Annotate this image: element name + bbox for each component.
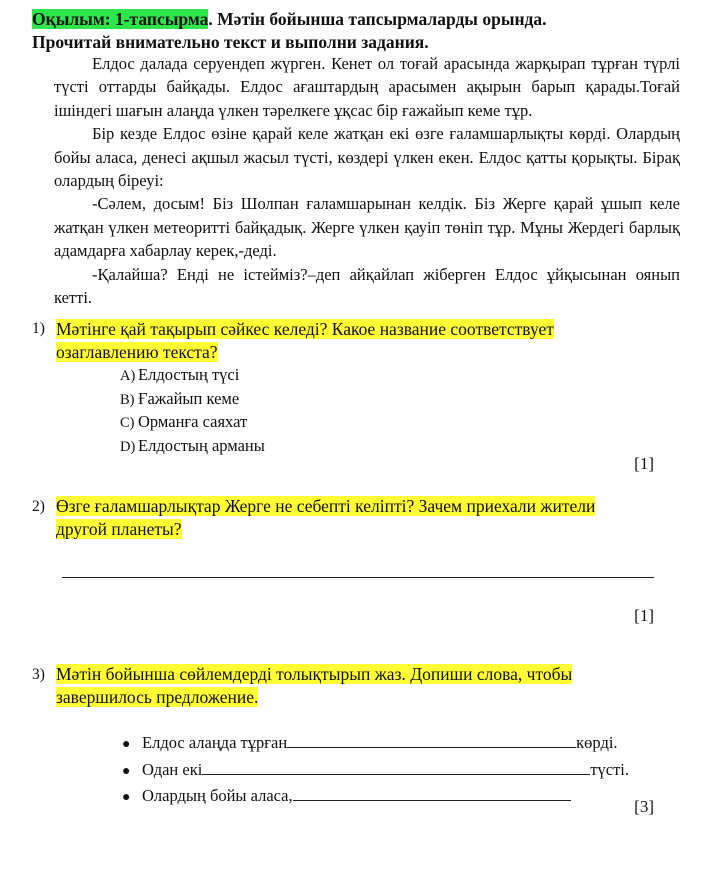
option-letter: D) (120, 438, 136, 455)
question-1-text (56, 318, 554, 364)
question-1-score: [1] (634, 454, 654, 473)
question-1-line2: озаглавлению текста? (56, 342, 218, 362)
task-header (32, 8, 692, 54)
option-text: Елдостың түсі (138, 365, 240, 384)
option-text: Орманға саяхат (138, 412, 248, 431)
question-3-line1: Мәтін бойынша сөйлемдерді толықтырып жаз. Допиши слова, чтобы (56, 664, 573, 684)
question-2-answer-line[interactable] (62, 577, 654, 578)
question-2-number: 2) (32, 498, 45, 515)
option-d[interactable] (120, 435, 265, 459)
sentence-prefix: Одан екі (142, 759, 203, 779)
option-letter: C) (120, 415, 135, 431)
passage-paragraph: -Қалайша? Енді не істейміз?–деп айқайлап жіберген Елдос ұйқысынан оянып кетті. (54, 264, 680, 308)
option-c[interactable] (120, 411, 265, 435)
task-label-highlight: Оқылым: 1-тапсырма (32, 9, 209, 29)
bullet-icon: ● (122, 790, 131, 805)
fill-in-blank[interactable] (287, 733, 576, 748)
task-header-line1 (32, 8, 692, 31)
fill-in-blank[interactable] (202, 760, 590, 775)
question-3-number: 3) (32, 666, 45, 683)
question-3-text (56, 663, 572, 709)
option-a[interactable] (120, 364, 265, 388)
task-instruction-ru: Прочитай внимательно текст и выполни задания. (32, 32, 429, 52)
sentence-prefix: Олардың бойы аласа, (142, 786, 293, 805)
question-3-sentences (122, 731, 629, 811)
sentence-prefix: Елдос алаңда тұрған (142, 733, 288, 752)
question-2-score: [1] (634, 606, 654, 625)
passage-paragraph: -Сәлем, досым! Біз Шолпан ғаламшарынан келдік. Біз Жерге қарай ұшып келе жатқан үлкен метеоритті байқадық. Жерге үлкен қауіп төніп тұр. Мұны Жердегі барлық адамдарға хабарлау керек,-деді. (54, 194, 680, 261)
question-2-line2: другой планеты? (56, 519, 182, 539)
fill-in-blank[interactable] (293, 786, 571, 801)
question-2-text (56, 495, 595, 541)
option-text: Ғажайып кеме (138, 388, 240, 408)
sentence-item (122, 731, 629, 758)
sentence-item (122, 758, 629, 785)
question-3-line2: завершилось предложение. (56, 687, 259, 707)
passage-paragraph: Бір кезде Елдос өзіне қарай келе жатқан екі өзге ғаламшарлықты көрді. Олардың бойы аласа, денесі ақшыл жасыл түсті, көздері үлкен екен. Елдос қатты қорықты. Бірақ олардың біреуі: (54, 124, 680, 191)
option-letter: B) (120, 391, 135, 408)
sentence-suffix: көрді. (576, 733, 618, 752)
reading-passage (54, 52, 680, 309)
question-3-score: [3] (634, 797, 654, 816)
task-instruction-kk: . Мәтін бойынша тапсырмаларды орында. (208, 9, 547, 29)
question-2-line1: Өзге ғаламшарлықтар Жерге не себепті келіпті? Зачем приехали жители (56, 496, 596, 516)
bullet-icon: ● (122, 763, 131, 779)
option-text: Елдостың арманы (138, 435, 265, 455)
option-letter: A) (120, 368, 136, 384)
sentence-item (122, 784, 629, 811)
question-1-options (120, 364, 265, 458)
question-1-line1: Мәтінге қай тақырып сәйкес келеді? Какое название соответствует (56, 319, 554, 339)
bullet-icon: ● (122, 737, 131, 752)
option-b[interactable] (120, 388, 265, 412)
question-1-number: 1) (32, 320, 45, 337)
passage-paragraph: Елдос далада серуендеп жүрген. Кенет ол тоғай арасында жарқырап тұрған түрлі түсті оттарды байқады. Елдос ағаштардың арасымен ақырын барып қарады.Тоғай ішіндегі шағын алаңда үлкен тәрелкеге ұқсас бір ғажайып кеме тұр. (54, 54, 680, 120)
sentence-suffix: түсті. (590, 759, 630, 779)
